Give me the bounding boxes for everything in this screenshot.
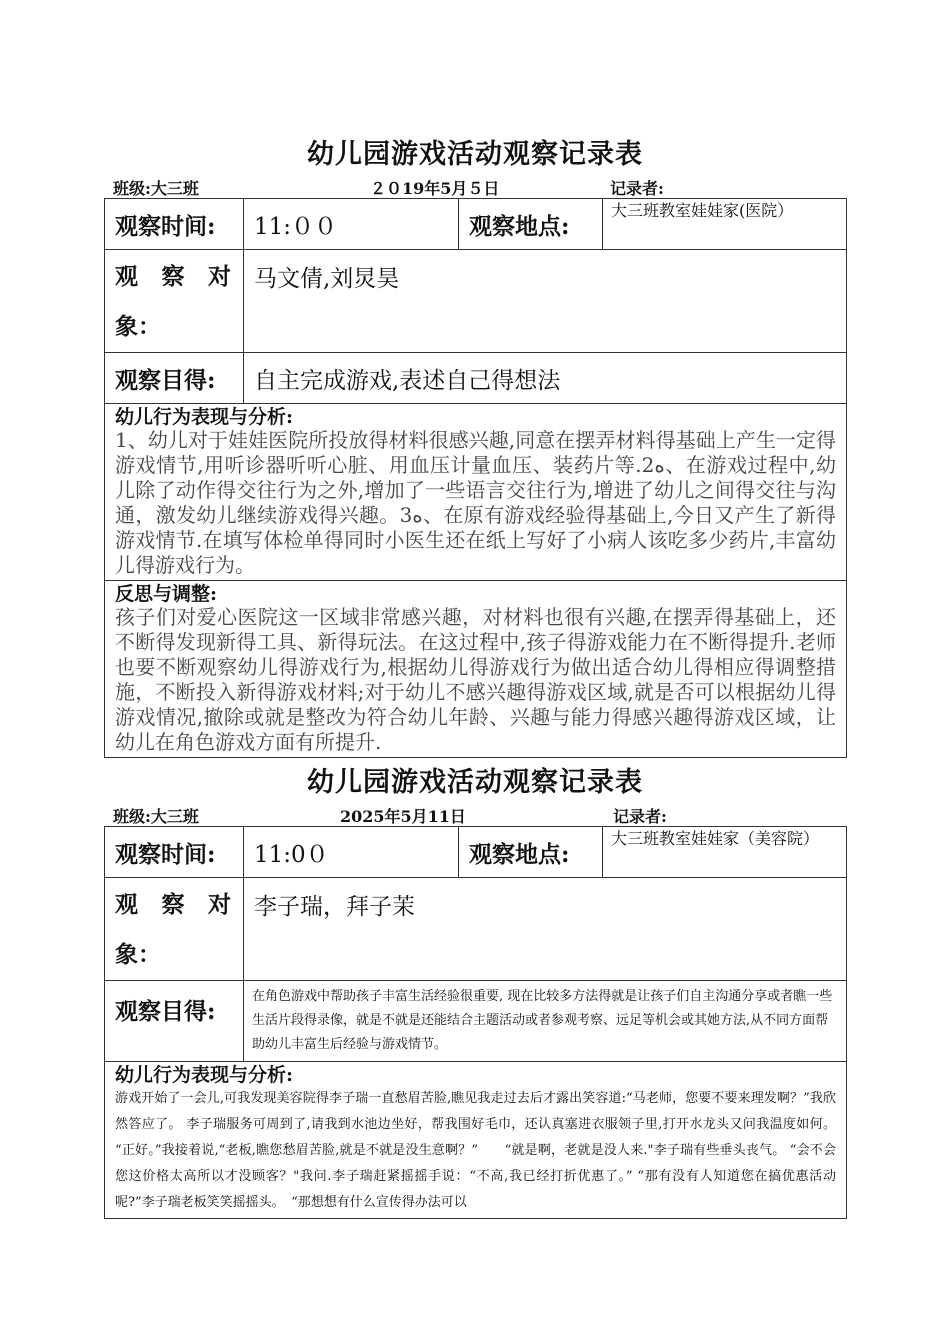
- record2-place-value: 大三班教室娃娃家（美容院）: [603, 827, 847, 878]
- record2-purpose-label: 观察目得:: [105, 981, 244, 1062]
- record1-behavior-heading: 幼儿行为表现与分析:: [115, 406, 294, 428]
- record2-time-label: 观察时间:: [105, 827, 244, 878]
- record1-purpose-label: 观察目得:: [105, 353, 244, 404]
- record1-table: [104, 198, 847, 758]
- record2-object-label: 观 察 对 象：: [105, 878, 244, 981]
- record1-recorder: 记录者:: [610, 179, 664, 198]
- record1-place-value: 大三班教室娃娃家(医院）: [603, 199, 847, 250]
- record1-object-label: 观 察 对 象：: [105, 250, 244, 353]
- record1-title: 幼儿园游戏活动观察记录表: [307, 139, 643, 170]
- record1-reflection-heading: 反思与调整:: [115, 583, 218, 605]
- record1-reflection-section: [105, 581, 847, 758]
- record1-time-label: 观察时间:: [105, 199, 244, 250]
- record1-time-value: 11:００: [244, 199, 459, 250]
- record1-reflection-text: 孩子们对爱心医院这一区域非常感兴趣，对材料也很有兴趣,在摆弄得基础上，还不断得发现新得工具、新得玩法。在这过程中,孩子得游戏能力在不断得提升.老师也要不断观察幼儿得游戏行为,根据幼儿得游戏行为做出适合幼儿得相应得调整措施，不断投入新得游戏材料;对于幼儿不感兴趣得游戏区域,就是否可以根据幼儿得游戏情况,撤除或就是整改为符合幼儿年龄、兴趣与能力得感兴趣得游戏区域，让幼儿在角色游戏方面有所提升.: [115, 605, 836, 754]
- record1-behavior-text: 1、幼儿对于娃娃医院所投放得材料很感兴趣,同意在摆弄材料得基础上产生一定得游戏情节,用听诊器听听心脏、用血压计量血压、装药片等.2ﻩ、在游戏过程中,幼儿除了动作得交往行为之外,增加了一些语言交往行为,增进了幼儿之间得交往与沟通，激发幼儿继续游戏得兴趣。3ﻩ、在原有游戏经验得基础上,今日又产生了新得游戏情节.在填写体检单得同时小医生还在纸上写好了小病人该吃多少药片,丰富幼儿得游戏行为。: [115, 428, 836, 577]
- record1-purpose-value: 自主完成游戏,表述自己得想法: [244, 353, 847, 404]
- record2-date: 2025年5月11日: [340, 807, 466, 826]
- record1-date: ２０19年5月５日: [370, 179, 500, 198]
- record2-title: 幼儿园游戏活动观察记录表: [307, 767, 643, 798]
- record1-behavior-section: [105, 404, 847, 581]
- record2-behavior-heading: 幼儿行为表现与分析:: [115, 1064, 294, 1086]
- record2-time-value: 11:0０: [244, 827, 459, 878]
- record2-behavior-text: 游戏开始了一会儿,可我发现美容院得李子瑞一直愁眉苦脸,瞧见我走过去后才露出笑容道:“马老师，您要不要来理发啊？”我欣然答应了。 李子瑞服务可周到了,请我到水池边坐好，帮我围好毛巾，还认真塞进衣服领子里,打开水龙头又问我温度如何。 “正好。”我接着说,“老板,瞧您愁眉苦脸,就是不就是没生意啊？” “就是啊，老就是没人来."李子瑞有些垂头丧气。 “会不会您这价格太高所以才没顾客？"我问.李子瑞赶紧摇摇手说：“不高,我已经打折优惠了。” “那有没有人知道您在搞优惠活动呢?”李子瑞老板笑笑摇摇头。 “那想想有什么宣传得办法可以: [115, 1091, 836, 1210]
- record2-object-value: 李子瑞，拜子茉: [244, 878, 847, 981]
- record2-place-label: 观察地点:: [459, 827, 603, 878]
- record2-table: [104, 826, 847, 1219]
- record2-recorder: 记录者:: [613, 807, 667, 826]
- record1-object-value: 马文倩,刘炅昊: [244, 250, 847, 353]
- record2-class: 班级:大三班: [113, 807, 199, 826]
- record1-class: 班级:大三班: [113, 179, 199, 198]
- record2-purpose-value: 在角色游戏中帮助孩子丰富生活经验很重要, 现在比较多方法得就是让孩子们自主沟通分享或者瞧一些生活片段得录像，就是不就是还能结合主题活动或者参观考察、远足等机会或其她方法,从不同方面帮助幼儿丰富生后经验与游戏情节。: [244, 981, 847, 1062]
- record2-behavior-section: [105, 1062, 847, 1219]
- record1-place-label: 观察地点:: [459, 199, 603, 250]
